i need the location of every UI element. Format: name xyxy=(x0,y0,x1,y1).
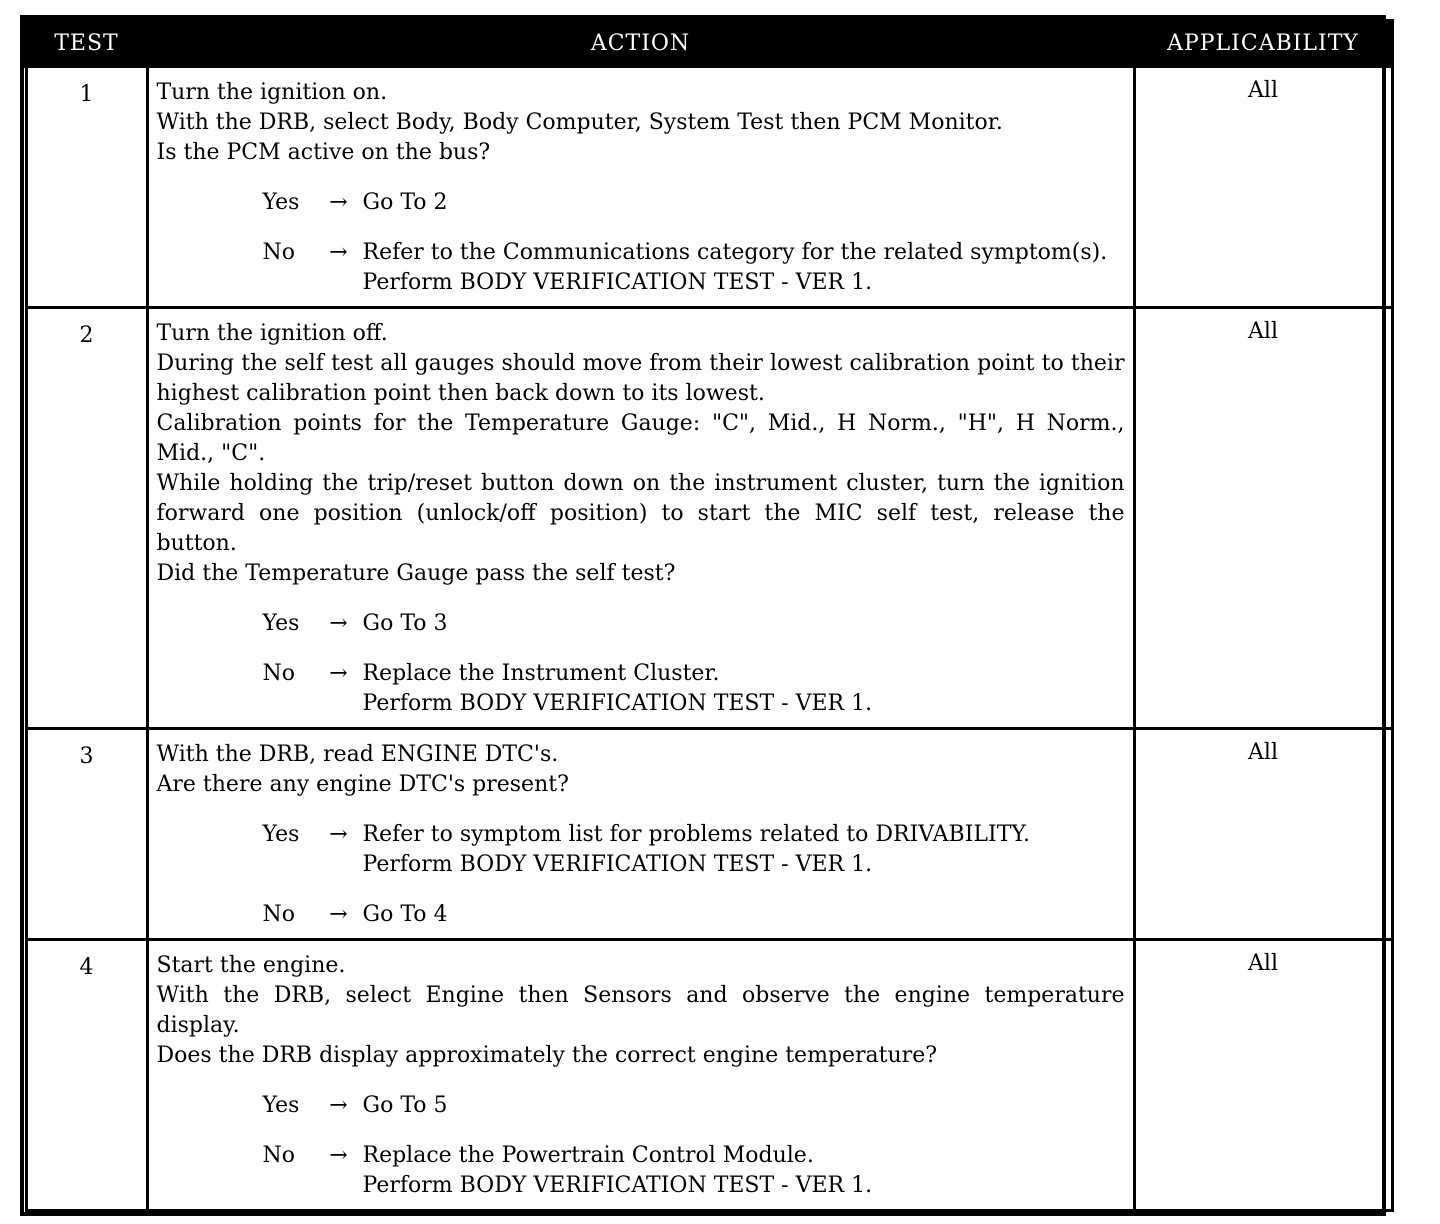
right-arrow-icon: → xyxy=(329,1093,348,1118)
response-text: Go To 2 xyxy=(362,190,448,215)
applicability-cell: All xyxy=(1134,308,1392,729)
right-arrow-icon: → xyxy=(329,1143,348,1168)
diagnostic-table-wrapper xyxy=(20,15,1386,1216)
response-yes xyxy=(263,820,1125,880)
right-arrow-icon: → xyxy=(329,240,348,265)
diagnostic-test-table xyxy=(24,19,1394,1212)
response-no-body xyxy=(363,238,1125,298)
applicability-cell: All xyxy=(1134,66,1392,308)
action-instruction: With the DRB, read ENGINE DTC's. xyxy=(156,742,559,767)
action-instruction: With the DRB, select Engine then Sensors and observe the engine temperature display. xyxy=(156,983,1125,1038)
right-arrow-icon: → xyxy=(329,822,348,847)
response-no xyxy=(263,1141,1125,1201)
response-text: Perform BODY VERIFICATION TEST - VER 1. xyxy=(362,691,873,716)
applicability-cell: All xyxy=(1134,940,1392,1211)
action-instruction: With the DRB, select Body, Body Computer, System Test then PCM Monitor. xyxy=(156,110,1003,135)
action-instruction: During the self test all gauges should move from their lowest calibration point to their highest calibration point then back down to its lowest. xyxy=(156,351,1125,406)
response-no xyxy=(263,659,1125,719)
response-no-body xyxy=(363,1141,1125,1201)
action-cell xyxy=(147,940,1134,1211)
test-number: 1 xyxy=(26,66,147,308)
action-cell xyxy=(147,308,1134,729)
action-instruction: While holding the trip/reset button down on the instrument cluster, turn the ignition forward one position (unlock/off position) to start the MIC self test, release the button. xyxy=(156,471,1125,556)
response-text: Go To 3 xyxy=(362,611,448,636)
table-row xyxy=(26,308,1392,729)
response-no xyxy=(263,238,1125,298)
right-arrow-icon: → xyxy=(329,611,348,636)
response-yes-label: Yes xyxy=(262,190,300,215)
action-instruction: Does the DRB display approximately the correct engine temperature? xyxy=(156,1043,938,1068)
right-arrow-icon: → xyxy=(329,190,348,215)
action-cell xyxy=(147,729,1134,940)
response-yes-body xyxy=(363,1091,1125,1121)
response-text: Go To 5 xyxy=(362,1093,448,1118)
response-text: Perform BODY VERIFICATION TEST - VER 1. xyxy=(362,270,873,295)
right-arrow-icon: → xyxy=(329,902,348,927)
response-yes xyxy=(263,1091,1125,1121)
table-row xyxy=(26,940,1392,1211)
response-text: Go To 4 xyxy=(362,902,448,927)
header-applicability: APPLICABILITY xyxy=(1134,21,1392,66)
test-number: 3 xyxy=(26,729,147,940)
header-action: ACTION xyxy=(147,21,1134,66)
action-instruction: Did the Temperature Gauge pass the self test? xyxy=(156,561,676,586)
response-yes-label: Yes xyxy=(262,1093,300,1118)
response-no-label: No xyxy=(262,661,295,686)
response-no-label: No xyxy=(262,1143,295,1168)
response-yes xyxy=(263,188,1125,218)
response-no-label: No xyxy=(262,240,295,265)
response-text: Refer to the Communications category for the related symptom(s). xyxy=(362,240,1108,265)
response-text: Perform BODY VERIFICATION TEST - VER 1. xyxy=(362,852,873,877)
response-yes-body xyxy=(363,188,1125,218)
table-row xyxy=(26,66,1392,308)
response-yes xyxy=(263,609,1125,639)
response-text: Replace the Powertrain Control Module. xyxy=(362,1143,814,1168)
action-instruction: Is the PCM active on the bus? xyxy=(156,140,491,165)
response-no xyxy=(263,900,1125,930)
test-number: 4 xyxy=(26,940,147,1211)
response-text: Perform BODY VERIFICATION TEST - VER 1. xyxy=(362,1173,873,1198)
response-yes-label: Yes xyxy=(262,611,300,636)
action-instruction: Calibration points for the Temperature Gauge: "C", Mid., H Norm., "H", H Norm., Mid., "C". xyxy=(156,411,1125,466)
response-text: Refer to symptom list for problems related to DRIVABILITY. xyxy=(362,822,1031,847)
action-instruction: Turn the ignition off. xyxy=(156,321,388,346)
response-text: Replace the Instrument Cluster. xyxy=(362,661,720,686)
test-number: 2 xyxy=(26,308,147,729)
response-no-body xyxy=(363,900,1125,930)
response-yes-body xyxy=(363,820,1125,880)
applicability-cell: All xyxy=(1134,729,1392,940)
response-yes-body xyxy=(363,609,1125,639)
action-cell xyxy=(147,66,1134,308)
table-row xyxy=(26,729,1392,940)
header-test: TEST xyxy=(26,21,147,66)
action-instruction: Are there any engine DTC's present? xyxy=(156,772,569,797)
action-instruction: Start the engine. xyxy=(156,953,346,978)
action-instruction: Turn the ignition on. xyxy=(156,80,388,105)
table-header-row xyxy=(26,21,1392,66)
response-no-label: No xyxy=(262,902,295,927)
response-yes-label: Yes xyxy=(262,822,300,847)
response-no-body xyxy=(363,659,1125,719)
right-arrow-icon: → xyxy=(329,661,348,686)
